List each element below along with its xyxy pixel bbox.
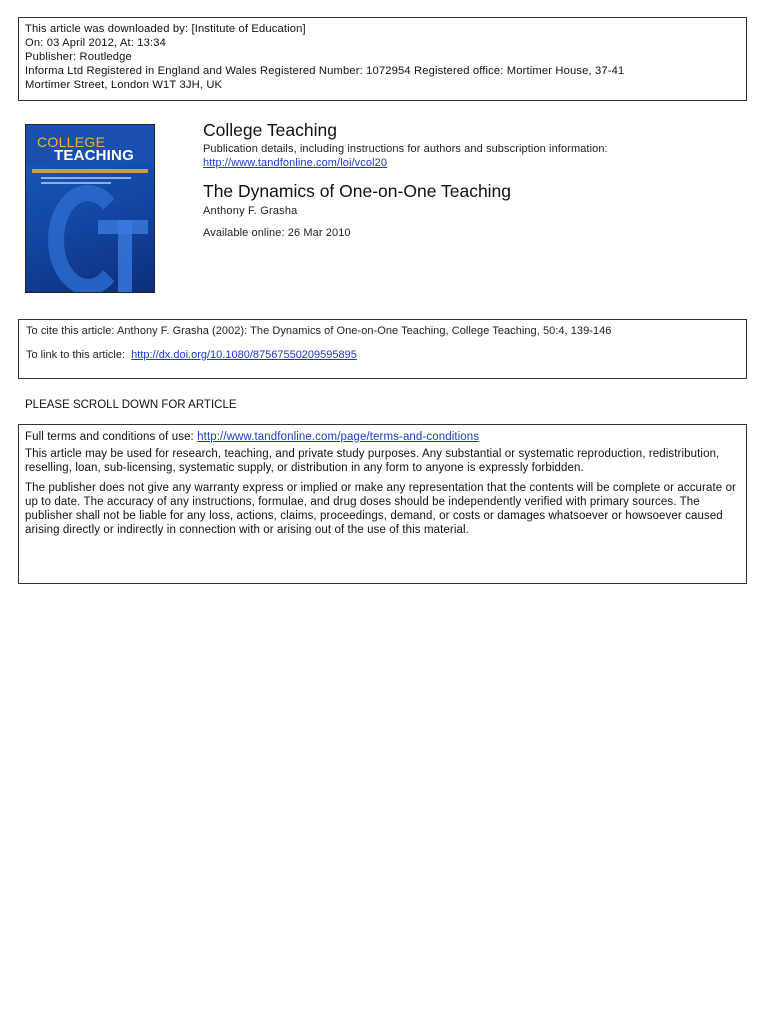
cover-title-college: COLLEGE <box>37 134 106 150</box>
terms-label: Full terms and conditions of use: <box>25 431 194 443</box>
available-online-date: Available online: 26 Mar 2010 <box>203 227 351 239</box>
terms-link[interactable]: http://www.tandfonline.com/page/terms-and-conditions <box>197 431 480 443</box>
link-label: To link to this article: <box>26 349 126 361</box>
cover-small-text <box>41 182 111 184</box>
download-date-line: On: 03 April 2012, At: 13:34 <box>25 37 167 50</box>
download-info-box <box>18 17 747 101</box>
journal-url-link[interactable]: http://www.tandfonline.com/loi/vcol20 <box>203 157 388 169</box>
terms-usage-paragraph: This article may be used for research, teaching, and private study purposes. Any substantial or systematic reproduction, redistribution, reselling, loan, sub-licensing, systematic supply, or distribution in any form to anyone is expressly forbidden. <box>25 448 720 475</box>
terms-disclaimer-paragraph: The publisher does not give any warranty express or implied or make any representation that the contents will be complete or accurate or up to date. The accuracy of any instructions, formulae, and drug doses should be independently verified with primary sources. The publisher shall not be liable for any loss, actions, claims, proceedings, demand, or costs or damages whatsoever or howsoever caused arising directly or indirectly in connection with or arising out of the use of this material. <box>25 481 736 537</box>
citation-box <box>18 319 747 379</box>
terms-heading <box>25 430 740 444</box>
cover-title-teaching: TEACHING <box>54 147 134 164</box>
link-row <box>26 349 357 361</box>
article-title: The Dynamics of One-on-One Teaching <box>203 181 512 201</box>
cover-letter-c-graphic <box>48 185 128 293</box>
cite-text: Anthony F. Grasha (2002): The Dynamics of One-on-One Teaching, College Teaching, 50:4, 139-146 <box>116 325 612 337</box>
cover-small-text <box>41 177 131 179</box>
cover-letter-t-stem <box>118 220 132 293</box>
cite-label: To cite this article: <box>26 325 115 337</box>
download-by-line: This article was downloaded by: [Institute of Education] <box>25 23 306 35</box>
address-line: Mortimer Street, London W1T 3JH, UK <box>25 79 223 92</box>
scroll-down-notice: PLEASE SCROLL DOWN FOR ARTICLE <box>25 399 237 411</box>
cover-stripe <box>32 169 148 173</box>
article-author: Anthony F. Grasha <box>203 205 298 217</box>
cite-row <box>26 325 611 337</box>
publisher-line: Publisher: Routledge <box>25 51 132 64</box>
journal-cover-image <box>25 124 155 293</box>
journal-title: College Teaching <box>203 120 337 140</box>
registration-line: Informa Ltd Registered in England and Wales Registered Number: 1072954 Registered office: Mortimer House, 37-41 <box>25 65 625 78</box>
doi-link[interactable]: http://dx.doi.org/10.1080/87567550209595895 <box>131 349 357 361</box>
publication-details: Publication details, including instructions for authors and subscription information: <box>203 143 608 155</box>
terms-box <box>18 424 747 584</box>
